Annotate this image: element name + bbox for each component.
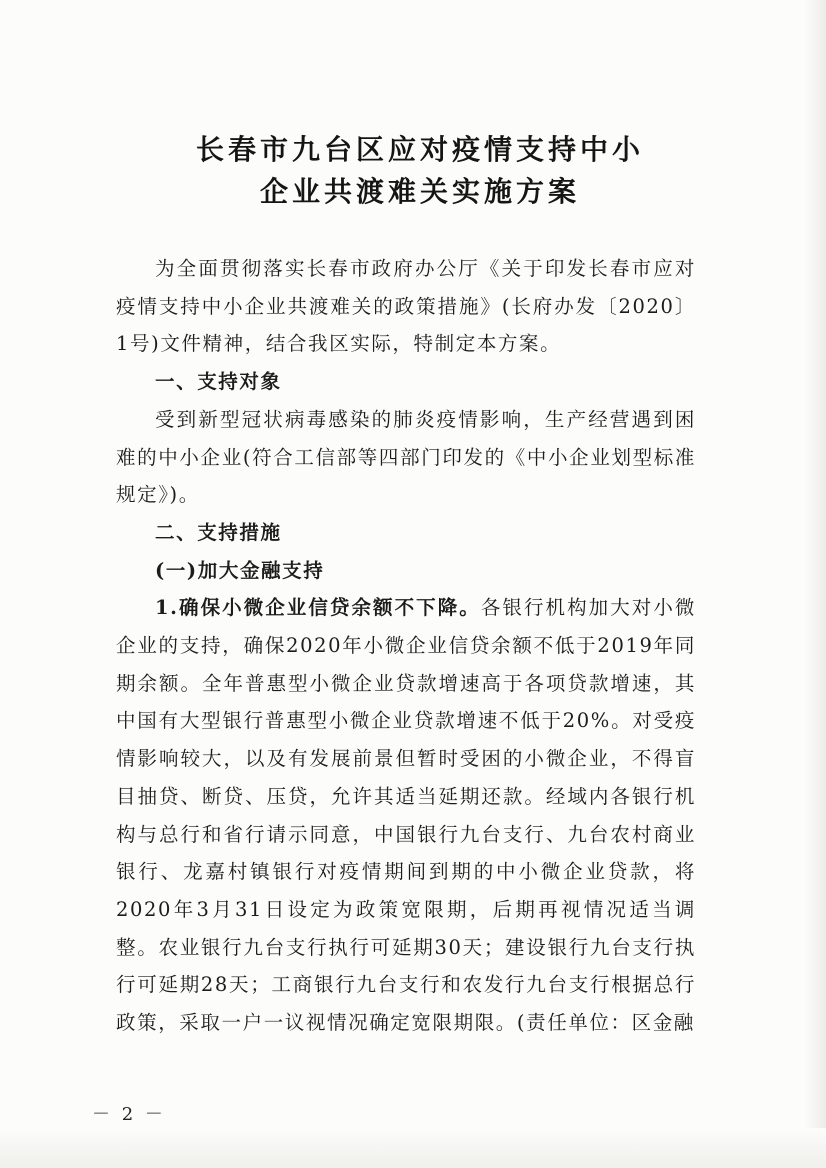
subsection-1-heading: (一)加大金融支持 [155,558,325,582]
document-body [116,250,696,1042]
section-1-heading: 一、支持对象 [155,370,282,394]
item-1-lead: 1.确保小微企业信贷余额不下降。 [155,596,481,620]
intro-paragraph: 为全面贯彻落实长春市政府办公厅《关于印发长春市应对疫情支持中小企业共渡难关的政策措施》(长府办发〔2020〕1号)文件精神，结合我区实际，特制定本方案。 [116,257,696,356]
document-title-line-1: 长春市九台区应对疫情支持中小 [195,133,644,166]
item-1-body: 各银行机构加大对小微企业的支持，确保2020年小微企业信贷余额不低于2019年同期余额。全年普惠型小微企业贷款增速高于各项贷款增速，其中国有大型银行普惠型小微企业贷款增速不低于20%。对受疫情影响较大，以及有发展前景但暂时受困的小微企业，不得盲目抽贷、断贷、压贷，允许其适当延期还款。经域内各银行机构与总行和省行请示同意，中国银行九台支行、九台农村商业银行、龙嘉村镇银行对疫情期间到期的中小微企业贷款，将2020年3月31日设定为政策宽限期，后期再视情况适当调整。农业银行九台支行执行可延期30天；建设银行九台支行执行可延期28天；工商银行九台支行和农发行九台支行根据总行政策，采取一户一议视情况确定宽限期限。(责任单位：区金融 [116,596,696,1035]
document-title-line-2: 企业共渡难关实施方案 [259,175,580,208]
scan-bottom-shadow [0,1128,826,1168]
item-1-paragraph [116,589,696,1041]
section-1-paragraph: 受到新型冠状病毒感染的肺炎疫情影响，生产经营遇到困难的中小企业(符合工信部等四部门印发的《中小企业划型标准规定》)。 [116,407,696,507]
page-number: － 2 － [92,1104,166,1125]
section-2-heading: 二、支持措施 [155,520,282,544]
